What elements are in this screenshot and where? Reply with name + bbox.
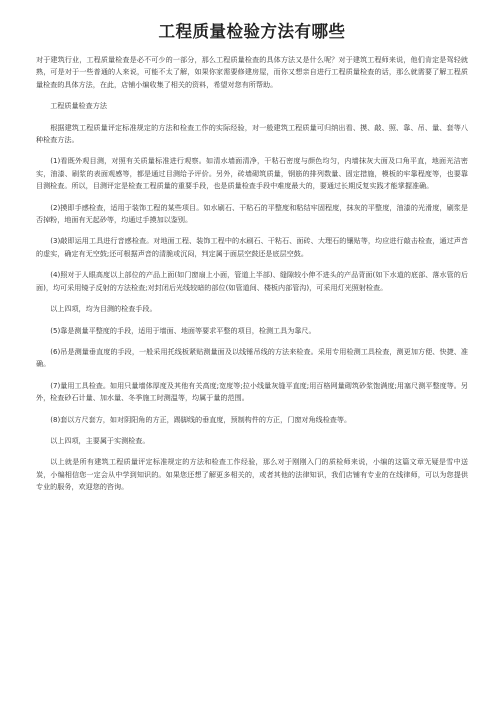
paragraph: 以上四项，均为目测的检查手段。 xyxy=(50,304,157,314)
paragraph: (2)摸即手感检查，适用于装饰工程的某些项目。如水刷石、干粘石的平整度和粘结牢固程度，抹灰的平整度，油漆的光滑度，刷浆是否掉粉，地面有无起砂等，均通过手摸加以鉴别。 xyxy=(36,202,468,225)
paragraph: 以上四项，主要属于实测检查。 xyxy=(50,435,150,445)
paragraph: 以上就是所有建筑工程质量评定标准规定的方法和检查工作经验，那么对于刚刚入门的质检师来说，小编的这篇文章无疑是雪中送炭，小编相信您一定会从中学到知识的。如果您还想了解更多相关的，或者其他的法律知识，我们店铺有专业的在线律师，可以为您提供专业的服务，欢迎您的咨询。 xyxy=(36,457,468,492)
paragraph: (4)照对于人眼高度以上部位的产品上面(如门窗扇上小面，管道上半部)、缝隙较小伸不进头的产品背面(如下水道的底部、落水管的后面)，均可采用镜子反射的方法检查;对封闭后光线较暗的部位(如管道间、楼板内部管沟)，可采用灯光照射检查。 xyxy=(36,270,468,292)
paragraph: 根据建筑工程质量评定标准规定的方法和检查工作的实际经验，对一般建筑工程质量可归纳出看、摸、敲、照、靠、吊、量、套等八种检查方法。 xyxy=(36,122,468,145)
paragraph: (7)量用工具检查。如用只量墙体厚度及其他有关高度;宽度等;拉小线量灰缝平直度;用百格网量砌筑砂浆饱满度;用塞尺测平整度等。另外，检查砂石计量、加水量、冬季施工时测温等，均属于量的范围。 xyxy=(36,380,468,403)
paragraph: (5)靠是测量平整度的手段，适用于墙面、地面等要求平整的项目，检测工具为靠尺。 xyxy=(50,325,316,335)
page-title: 工程质量检验方法有哪些 xyxy=(158,22,346,41)
paragraph: 对于建筑行业，工程质量检查是必不可少的一部分，那么工程质量检查的具体方法又是什么呢？对于建筑工程师来说，他们肯定是驾轻就熟，可是对于一些普通的人来说，可能不太了解，如果你家需要修建房屋，而你又想亲自进行工程质量检查的话，那么就需要了解工程质量检查的具体方法，在此，店铺小编收集了相关的资料，希望对您有所帮助。 xyxy=(36,55,468,89)
paragraph: 工程质量检查方法 xyxy=(50,101,107,111)
paragraph: (1)看既外观目测，对照有关质量标准进行观察。如清水墙面清净，干粘石密度与颜色均匀，内墙抹灰大面及口角平直，地面光洁密实，油漆、刷浆的表面观感等，都是通过目测给予评价。另外，砖墙砌筑质量，钢筋的排列数量、固定措施，模板的牢靠程度等，也要靠目测检查。所以，目测评定是检查工程质量的重要手段，也是质量检查手段中难度最大的，要通过长期反复实践才能掌握准确。 xyxy=(36,156,468,191)
paragraph: (3)敲即运用工具进行音感检查。对地面工程、装饰工程中的水刷石、干粘石、面砖、大理石的镶贴等，均应进行敲击检查，通过声音的虚实，确定有无空鼓;还可根据声音的清脆或沉闷，判定属于面层空鼓还是底层空鼓。 xyxy=(36,236,468,258)
article-body xyxy=(36,54,468,494)
paragraph: (8)套以方尺套方，如对阴阳角的方正，踢脚线的垂直度，预制构件的方正，门窗对角线检查等。 xyxy=(50,414,352,424)
paragraph: (6)吊是测量垂直度的手段，一般采用托线板紧贴测量面及以线锤吊线的方法来检查。采用专用检测工具检查，测更加方便、快捷、准确。 xyxy=(36,346,468,369)
